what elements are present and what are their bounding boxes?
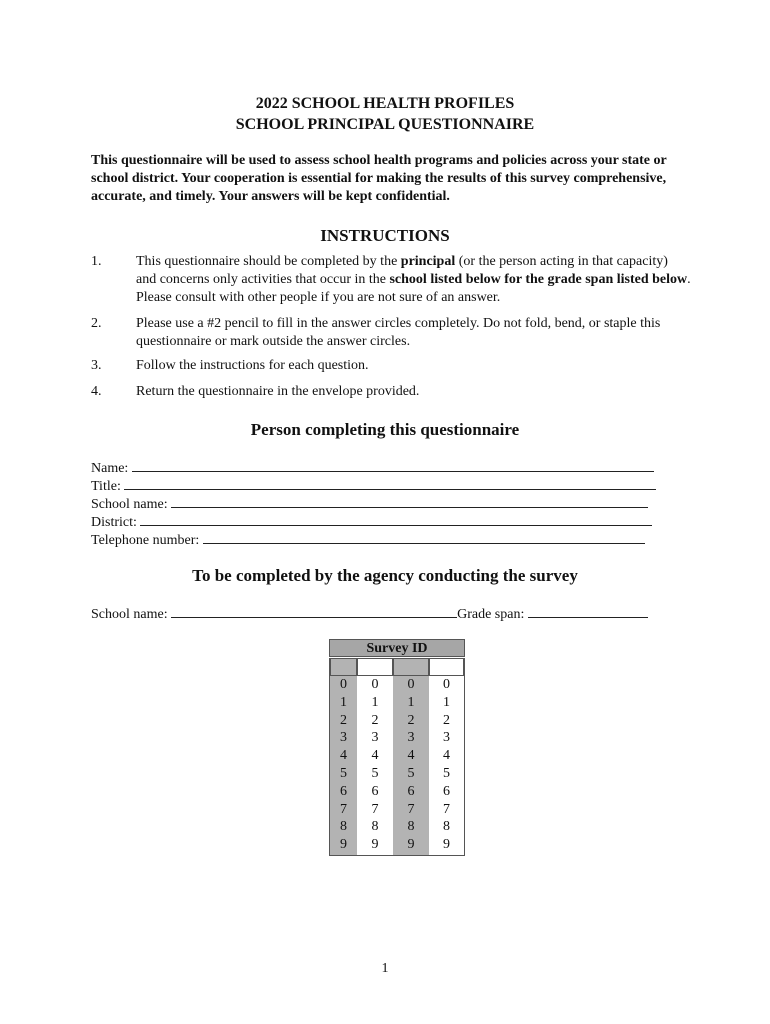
district-input-line[interactable] — [140, 512, 652, 526]
digit-option[interactable]: 5 — [340, 765, 347, 781]
digit-option[interactable]: 0 — [443, 677, 450, 692]
digit-option[interactable]: 2 — [340, 712, 347, 728]
digit-option[interactable]: 1 — [371, 694, 379, 710]
digit-option[interactable]: 2 — [371, 712, 379, 728]
digit-option[interactable]: 5 — [371, 765, 379, 781]
digit-entry-box[interactable] — [330, 658, 357, 676]
grade-span-input-line[interactable] — [528, 604, 648, 618]
digit-option[interactable]: 9 — [407, 837, 415, 853]
digit-option[interactable]: 6 — [443, 783, 450, 799]
digit-option[interactable]: 4 — [371, 748, 379, 764]
digit-option[interactable]: 1 — [443, 694, 450, 710]
digit-option[interactable]: 8 — [407, 819, 415, 835]
instruction-item-4 — [91, 383, 691, 401]
instruction-text: Return the questionnaire in the envelope provided. — [136, 384, 420, 399]
digit-option[interactable]: 8 — [371, 819, 379, 835]
document-title: 2022 SCHOOL HEALTH PROFILES — [255, 95, 515, 112]
digit-option[interactable]: 6 — [371, 783, 379, 799]
district-field[interactable] — [91, 512, 652, 531]
digit-option[interactable]: 0 — [340, 677, 347, 692]
instruction-item-3 — [91, 357, 691, 375]
digit-option[interactable]: 1 — [407, 694, 415, 710]
intro-paragraph: This questionnaire will be used to assess school health programs and policies across your state or school district. Your cooperation is essential for making the results of this survey comprehensive, accurate, and timely. Your answers will be kept confidential. — [91, 153, 667, 204]
telephone-field[interactable] — [91, 530, 645, 549]
digit-option[interactable]: 9 — [443, 837, 450, 853]
digit-option[interactable]: 9 — [371, 837, 379, 853]
page-number: 1 — [381, 961, 389, 976]
field-label: Title: — [91, 479, 121, 494]
grade-span-label: Grade span: — [457, 607, 525, 622]
telephone-input-line[interactable] — [203, 530, 645, 544]
survey-id-column-1 — [329, 658, 357, 856]
instruction-number: 2. — [91, 316, 102, 331]
field-label: School name: — [91, 497, 168, 512]
digit-option[interactable]: 3 — [371, 730, 379, 746]
digit-option[interactable]: 2 — [407, 712, 415, 728]
survey-id-grid — [329, 639, 466, 856]
school-name-field[interactable] — [91, 494, 648, 513]
digit-option[interactable]: 5 — [407, 765, 415, 781]
field-label: Name: — [91, 461, 129, 476]
digit-option[interactable]: 3 — [407, 730, 415, 746]
digit-option[interactable]: 6 — [340, 783, 347, 799]
digit-option[interactable]: 7 — [340, 801, 347, 817]
digit-option[interactable]: 3 — [340, 730, 347, 746]
digit-option[interactable]: 5 — [443, 765, 450, 781]
digit-entry-box[interactable] — [357, 658, 393, 676]
digit-option[interactable]: 0 — [407, 677, 415, 692]
field-label: Telephone number: — [91, 533, 200, 548]
title-field[interactable] — [91, 476, 656, 495]
digit-option[interactable]: 8 — [443, 819, 450, 835]
digit-option[interactable]: 7 — [407, 801, 415, 817]
instruction-number: 4. — [91, 384, 102, 399]
digit-option[interactable]: 7 — [443, 801, 450, 817]
digit-option[interactable]: 9 — [340, 837, 347, 853]
digit-option[interactable]: 6 — [407, 783, 415, 799]
school-name-input-line[interactable] — [171, 494, 648, 508]
instruction-number: 3. — [91, 358, 102, 373]
digit-entry-box[interactable] — [393, 658, 429, 676]
digit-option[interactable]: 2 — [443, 712, 450, 728]
instruction-item-1 — [91, 253, 691, 307]
digit-option[interactable]: 4 — [340, 748, 347, 764]
survey-id-heading: Survey ID — [329, 639, 465, 657]
digit-option[interactable]: 8 — [340, 819, 347, 835]
name-input-line[interactable] — [132, 458, 654, 472]
agency-fields — [91, 604, 648, 623]
digit-option[interactable]: 0 — [371, 677, 379, 692]
agency-heading: To be completed by the agency conducting the survey — [192, 566, 578, 585]
survey-id-column-4 — [429, 658, 465, 856]
name-field[interactable] — [91, 458, 654, 477]
digit-option[interactable]: 3 — [443, 730, 450, 746]
field-label: District: — [91, 515, 137, 530]
instruction-number: 1. — [91, 254, 102, 269]
digit-entry-box[interactable] — [429, 658, 464, 676]
digit-option[interactable]: 4 — [407, 748, 415, 764]
document-subtitle: SCHOOL PRINCIPAL QUESTIONNAIRE — [235, 116, 535, 133]
agency-school-input-line[interactable] — [171, 604, 457, 618]
instruction-text: This questionnaire should be completed by the principal (or the person acting in that capacity) and concerns only activities that occur in the school listed below for the grade span listed below. Please consult with other people if you are not sure of an answer. — [136, 254, 691, 305]
digit-option[interactable]: 4 — [443, 748, 450, 764]
person-heading: Person completing this questionnaire — [250, 420, 520, 439]
survey-id-column-2 — [357, 658, 393, 856]
digit-option[interactable]: 1 — [340, 694, 347, 710]
digit-option[interactable]: 7 — [371, 801, 379, 817]
instruction-text: Please use a #2 pencil to fill in the answer circles completely. Do not fold, bend, or staple this questionnaire or mark outside the answer circles. — [136, 316, 661, 349]
agency-school-label: School name: — [91, 607, 168, 622]
instructions-heading: INSTRUCTIONS — [320, 226, 450, 245]
instruction-item-2 — [91, 315, 691, 351]
title-input-line[interactable] — [124, 476, 656, 490]
instruction-text: Follow the instructions for each question. — [136, 358, 369, 373]
survey-id-column-3 — [393, 658, 429, 856]
